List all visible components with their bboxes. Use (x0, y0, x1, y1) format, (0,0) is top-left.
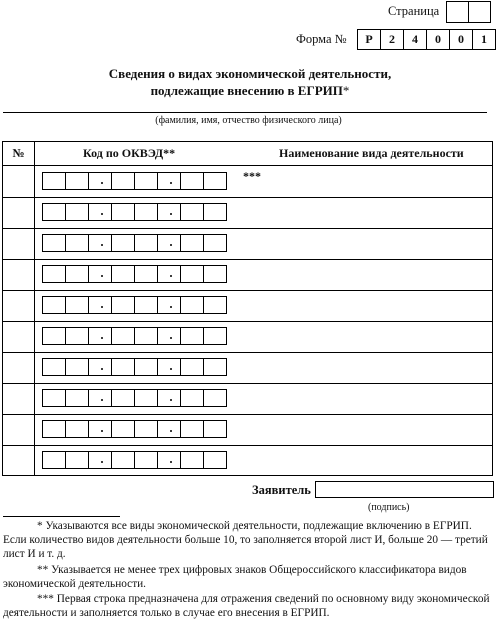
okved-code-cell[interactable] (42, 296, 66, 314)
okved-code-cell[interactable] (203, 172, 227, 190)
footnote-1: * Указываются все виды экономической деятельности, подлежащие включению в ЕГРИП. Если количество видов деятельности больше 10, то заполняется второй лист И, больше 20 — третий лист И и т. д. (3, 520, 488, 561)
form-number-label: Форма № (296, 32, 347, 46)
okved-code-cell[interactable] (65, 234, 89, 252)
okved-code-cell[interactable] (88, 451, 112, 469)
okved-code-cell[interactable] (42, 327, 66, 345)
okved-code-cell[interactable] (157, 203, 181, 221)
okved-code-cell[interactable] (88, 327, 112, 345)
signature-caption: (подпись) (368, 502, 410, 513)
okved-code-cell[interactable] (88, 203, 112, 221)
footnote-separator (3, 516, 120, 517)
document-title (60, 65, 440, 99)
okved-code-cell[interactable] (111, 420, 135, 438)
okved-code-cell[interactable] (42, 265, 66, 283)
okved-code-cell[interactable] (42, 358, 66, 376)
okved-code-cell[interactable] (42, 420, 66, 438)
fio-input-line[interactable] (3, 112, 487, 113)
okved-code-boxes (43, 389, 227, 407)
okved-code-cell[interactable] (134, 389, 158, 407)
okved-code-cell[interactable] (134, 358, 158, 376)
okved-code-boxes (43, 296, 227, 314)
main-activity-note-mark: *** (243, 169, 261, 183)
okved-code-cell[interactable] (111, 296, 135, 314)
page-number-cell[interactable] (468, 1, 491, 23)
okved-code-cell[interactable] (203, 420, 227, 438)
okved-code-cell[interactable] (65, 265, 89, 283)
okved-code-cell[interactable] (134, 234, 158, 252)
row-number-cell[interactable] (3, 290, 35, 321)
header-number: № (3, 142, 35, 165)
okved-code-boxes (43, 451, 227, 469)
okved-code-cell[interactable] (203, 203, 227, 221)
okved-code-cell[interactable] (157, 358, 181, 376)
title-footnote-mark: * (342, 83, 350, 98)
okved-code-cell[interactable] (88, 296, 112, 314)
okved-code-boxes (43, 420, 227, 438)
okved-code-cell[interactable] (88, 265, 112, 283)
activities-table (2, 141, 493, 476)
okved-code-cell[interactable] (42, 389, 66, 407)
okved-code-cell[interactable] (65, 203, 89, 221)
okved-code-cell[interactable] (42, 203, 66, 221)
okved-code-cell[interactable] (65, 327, 89, 345)
page-number-cell[interactable] (446, 1, 469, 23)
table-row (3, 352, 492, 384)
row-number-cell[interactable] (3, 321, 35, 352)
header-okved-code: Код по ОКВЭД** (83, 146, 176, 160)
okved-code-cell[interactable] (134, 327, 158, 345)
okved-code-cell[interactable] (134, 203, 158, 221)
okved-code-cell[interactable] (88, 234, 112, 252)
okved-code-cell[interactable] (88, 389, 112, 407)
okved-code-cell[interactable] (111, 327, 135, 345)
okved-code-boxes (43, 172, 227, 190)
table-row (3, 383, 492, 415)
okved-code-boxes (43, 327, 227, 345)
applicant-label: Заявитель (252, 483, 311, 497)
row-number-cell[interactable] (3, 383, 35, 414)
okved-code-cell[interactable] (157, 296, 181, 314)
okved-code-cell[interactable] (203, 389, 227, 407)
okved-code-cell[interactable] (134, 172, 158, 190)
okved-code-cell[interactable] (203, 451, 227, 469)
okved-code-boxes (43, 265, 227, 283)
okved-code-cell[interactable] (157, 451, 181, 469)
title-line-2: подлежащие внесению в ЕГРИП (150, 83, 343, 98)
okved-code-cell[interactable] (42, 172, 66, 190)
okved-code-cell[interactable] (111, 234, 135, 252)
form-number-boxes (358, 29, 496, 50)
okved-code-cell[interactable] (111, 358, 135, 376)
title-line-1: Сведения о видах экономической деятельности, (108, 66, 392, 81)
okved-code-cell[interactable] (203, 327, 227, 345)
okved-code-cell[interactable] (134, 265, 158, 283)
okved-code-cell[interactable] (180, 296, 204, 314)
okved-code-cell[interactable] (134, 296, 158, 314)
form-number-cell: 4 (403, 29, 427, 50)
okved-code-cell[interactable] (42, 451, 66, 469)
okved-code-cell[interactable] (111, 265, 135, 283)
okved-code-cell[interactable] (180, 420, 204, 438)
okved-code-boxes (43, 234, 227, 252)
okved-code-cell[interactable] (157, 389, 181, 407)
form-number-cell: Р (357, 29, 381, 50)
applicant-signature-field[interactable] (315, 481, 494, 498)
okved-code-cell[interactable] (157, 172, 181, 190)
form-number-cell: 1 (472, 29, 496, 50)
okved-code-cell[interactable] (65, 451, 89, 469)
okved-code-cell[interactable] (111, 389, 135, 407)
header-activity-name: Наименование вида деятельности (279, 146, 464, 160)
okved-code-cell[interactable] (88, 172, 112, 190)
footnote-2: ** Указывается не менее трех цифровых знаков Общероссийского классификатора видов экономической деятельности. (3, 563, 467, 590)
okved-code-cell[interactable] (111, 451, 135, 469)
okved-code-cell[interactable] (203, 265, 227, 283)
table-row (3, 290, 492, 322)
row-number-cell[interactable] (3, 259, 35, 290)
okved-code-cell[interactable] (65, 358, 89, 376)
okved-code-cell[interactable] (180, 172, 204, 190)
okved-code-boxes (43, 358, 227, 376)
okved-code-cell[interactable] (203, 234, 227, 252)
okved-code-boxes (43, 203, 227, 221)
okved-code-cell[interactable] (65, 389, 89, 407)
table-row (3, 259, 492, 291)
fio-caption: (фамилия, имя, отчество физического лица) (155, 115, 342, 126)
okved-code-cell[interactable] (42, 234, 66, 252)
okved-code-cell[interactable] (157, 265, 181, 283)
okved-code-cell[interactable] (134, 420, 158, 438)
footnote-3: *** Первая строка предназначена для отражения сведений по основному виду экономической деятельности и заполняется только в случае его внесения в ЕГРИП. (3, 593, 490, 620)
table-row (3, 445, 492, 476)
table-header (3, 142, 492, 166)
okved-code-cell[interactable] (203, 358, 227, 376)
page-label: Страница (388, 4, 440, 18)
row-number-cell[interactable] (3, 445, 35, 476)
form-number-cell: 0 (426, 29, 450, 50)
okved-code-cell[interactable] (111, 172, 135, 190)
okved-code-cell[interactable] (157, 327, 181, 345)
okved-code-cell[interactable] (88, 358, 112, 376)
okved-code-cell[interactable] (203, 296, 227, 314)
okved-code-cell[interactable] (65, 296, 89, 314)
row-number-cell[interactable] (3, 166, 35, 197)
row-number-cell[interactable] (3, 414, 35, 445)
okved-code-cell[interactable] (180, 327, 204, 345)
form-number-cell: 0 (449, 29, 473, 50)
page-number-boxes (447, 1, 491, 23)
okved-code-cell[interactable] (180, 203, 204, 221)
table-row (3, 228, 492, 260)
okved-code-cell[interactable] (180, 265, 204, 283)
okved-code-cell[interactable] (157, 420, 181, 438)
footnotes (3, 519, 493, 620)
okved-code-cell[interactable] (180, 389, 204, 407)
table-row (3, 197, 492, 229)
okved-code-cell[interactable] (111, 203, 135, 221)
table-row (3, 414, 492, 446)
okved-code-cell[interactable] (157, 234, 181, 252)
form-number-cell: 2 (380, 29, 404, 50)
table-row (3, 321, 492, 353)
okved-code-cell[interactable] (65, 172, 89, 190)
okved-code-cell[interactable] (180, 234, 204, 252)
row-number-cell[interactable] (3, 352, 35, 383)
okved-code-cell[interactable] (180, 358, 204, 376)
okved-code-cell[interactable] (180, 451, 204, 469)
table-row (3, 166, 492, 198)
okved-code-cell[interactable] (88, 420, 112, 438)
okved-code-cell[interactable] (65, 420, 89, 438)
row-number-cell[interactable] (3, 228, 35, 259)
row-number-cell[interactable] (3, 197, 35, 228)
okved-code-cell[interactable] (134, 451, 158, 469)
